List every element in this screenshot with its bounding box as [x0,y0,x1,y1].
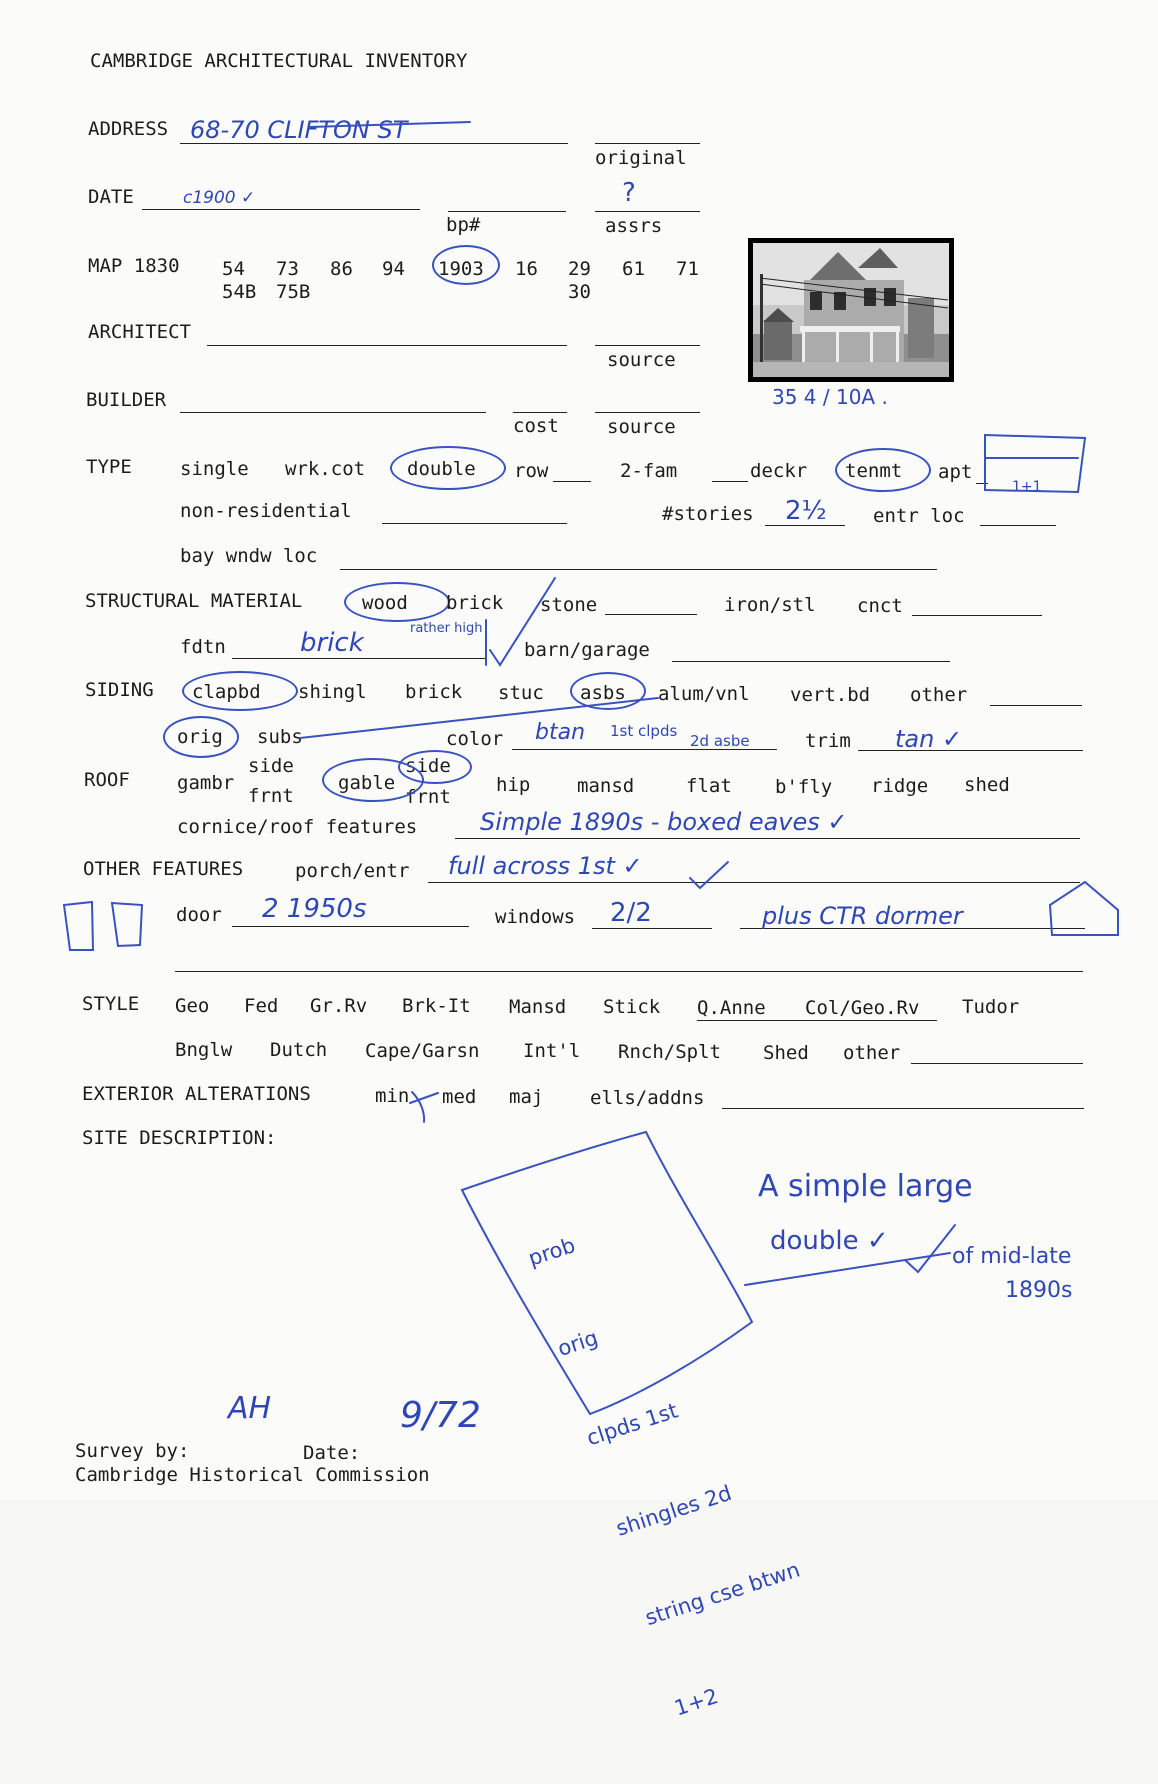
map-year: 54 [222,258,245,280]
barn-line [672,661,950,662]
cornice-value: Simple 1890s - boxed eaves ✓ [480,808,848,836]
site-label: SITE DESCRIPTION: [82,1127,277,1149]
roof-option-bfly: b'fly [775,776,833,798]
windows-value: 2/2 [610,898,652,928]
circle-asbs [570,672,646,710]
building-photo [748,238,954,382]
photo-caption: 35 4 / 10A . [772,385,888,409]
color-note-1: 1st clpds [610,722,678,740]
circle-orig [163,716,239,758]
site-box-line: orig [554,1325,601,1361]
trim-value: tan ✓ [895,725,963,753]
builder-line [180,412,486,413]
map-year: 29 [568,258,591,280]
cnct-line [912,615,1042,616]
porch-value: full across 1st ✓ [448,852,643,880]
roof-option-gambr: gambr [177,772,235,794]
form-title: CAMBRIDGE ARCHITECTURAL INVENTORY [90,50,468,72]
builder-source-label: source [607,416,676,438]
style-option: Shed [763,1042,809,1064]
stories-value: 2½ [785,496,827,526]
circle-double [390,446,506,490]
fdtn-note: rather high [410,621,483,636]
style-label: STYLE [82,993,140,1015]
nonres-line [382,523,567,524]
bp-label: bp# [446,214,481,236]
map-year: 86 [330,258,353,280]
barn-label: barn/garage [524,639,650,661]
type-option-row: row [514,460,549,482]
map-year: 94 [382,258,405,280]
door-value: 2 1950s [262,894,367,924]
map-label: MAP 1830 [88,255,180,277]
structural-option-stone: stone [540,594,598,616]
style-option-other: other [843,1042,901,1064]
site-box-line: clpds 1st [583,1398,681,1451]
style-option: Fed [244,995,279,1017]
type-option-single: single [180,458,249,480]
orig-label: orig [177,726,223,748]
address-value: 68-70 CLIFTON ST [190,116,408,144]
trim-label: trim [805,730,851,752]
fdtn-label: fdtn [180,636,226,658]
other-extra-line [175,971,1083,972]
nonres-label: non-residential [180,500,352,522]
roof-gambr-frnt: frnt [248,785,294,807]
style-option: Gr.Rv [310,995,368,1017]
circle-wood [344,582,450,622]
ells-line [722,1108,1084,1109]
alterations-option-med: med [442,1086,477,1108]
structural-option-brick: brick [446,592,504,614]
style-option-colgeorv: Col/Geo.Rv [805,997,920,1019]
siding-option-shingl: shingl [298,681,367,703]
siding-option-clapbd: clapbd [192,681,261,703]
circle-1903 [432,245,500,285]
style-option: Cape/Garsn [365,1040,480,1062]
builder-label: BUILDER [86,389,167,411]
circle-side [398,750,472,784]
roof-option-ridge: ridge [871,775,929,797]
alterations-option-ells: ells/addns [590,1087,705,1109]
deckr-line [712,481,748,482]
style-option: Int'l [523,1040,581,1062]
style-option: Dutch [270,1039,328,1061]
structural-label: STRUCTURAL MATERIAL [85,590,303,612]
stone-line [605,614,697,615]
date-label: DATE [88,186,134,208]
circle-clapbd [182,671,298,711]
alterations-option-maj: maj [509,1086,544,1108]
date-line [142,209,420,210]
color-value: btan [535,720,586,745]
subs-label: subs [257,726,303,748]
site-box-line: shingles 2d [613,1480,735,1541]
door-line [232,926,469,927]
stories-label: #stories [662,503,754,525]
map-year-circled: 1903 [438,258,484,280]
map-year: 61 [622,258,645,280]
style-option: Bnglw [175,1039,233,1061]
architect-label: ARCHITECT [88,321,191,343]
roof-option-mansd: mansd [577,775,635,797]
bp-line [448,211,566,212]
alterations-option-min: min [375,1085,410,1107]
site-box-line: prob [525,1233,579,1271]
style-underline [697,1020,937,1021]
windows-line [592,928,712,929]
style-option: Geo [175,995,210,1017]
map-year: 54B [222,281,257,303]
siding-option-asbs: asbs [580,682,626,704]
bay-line [340,569,937,570]
original-label: original [595,147,687,169]
roof-option-flat: flat [686,775,732,797]
siding-option-stuc: stuc [498,682,544,704]
site-box-line: 1+2 [671,1683,721,1720]
address-label: ADDRESS [88,118,169,140]
color-note-2: 2d asbe [690,732,750,750]
architect-source-line [595,345,700,346]
bay-label: bay wndw loc [180,545,318,567]
roof-gable-side: side [405,755,451,777]
type-option-apt: apt [938,461,973,483]
porch-line [428,882,1080,883]
type-option-deckr: deckr [750,460,808,482]
cornice-line [455,838,1080,839]
date-survey-value: 9/72 [400,1395,481,1436]
style-option: Rnch/Splt [618,1041,721,1063]
roof-gable-frnt: frnt [405,786,451,808]
siding-label: SIDING [85,679,154,701]
style-option-qanne: Q.Anne [697,997,766,1019]
dormer-value: plus CTR dormer [762,902,963,930]
row-line [553,481,591,482]
site-note-line-1: A simple large [758,1169,973,1204]
siding-option-other: other [910,684,968,706]
style-other-line [911,1063,1083,1064]
roof-option-gable: gable [338,772,396,794]
cost-line [513,412,567,413]
structural-option-wood: wood [362,592,408,614]
survey-value: AH [228,1391,272,1426]
fdtn-line [232,658,486,659]
cost-label: cost [513,415,559,437]
original-value: ? [622,178,636,208]
survey-date-label: Date: [303,1442,361,1464]
style-option: Brk-It [402,995,471,1017]
entr-value: 1+1 [1012,479,1042,495]
map-year: 73 [276,258,299,280]
type-label: TYPE [86,456,132,478]
style-option: Stick [603,996,661,1018]
structural-option-iron: iron/stl [724,594,816,616]
style-option: Mansd [509,996,567,1018]
siding-option-alum: alum/vnl [658,683,750,705]
fdtn-value: brick [300,628,364,658]
type-option-2fam: 2-fam [620,460,678,482]
cornice-label: cornice/roof features [177,816,418,838]
site-note-line-3: of mid-late [952,1244,1072,1269]
apt-line [976,483,988,484]
builder-source-line [595,412,700,413]
alterations-label: EXTERIOR ALTERATIONS [82,1083,311,1105]
map-year: 30 [568,281,591,303]
roof-option-shed: shed [964,774,1010,796]
type-option-tenmt: tenmt [845,460,903,482]
circle-tenmt [835,448,931,492]
other-label: OTHER FEATURES [83,858,244,880]
style-option: Tudor [962,996,1020,1018]
entr-label: entr loc [873,505,965,527]
map-year: 16 [515,258,538,280]
original-line [595,143,700,144]
porch-label: porch/entr [295,860,410,882]
entr-line [980,525,1056,526]
structural-option-cnct: cnct [857,595,903,617]
assrs-label: assrs [605,215,663,237]
windows-label: windows [495,906,576,928]
door-label: door [176,904,222,926]
survey-label: Survey by: [75,1440,190,1462]
site-box-line: string cse btwn [642,1557,803,1631]
siding-option-brick: brick [405,681,463,703]
type-option-wrkcot: wrk.cot [285,458,366,480]
type-option-double: double [407,458,476,480]
assrs-line [595,211,700,212]
site-note-line-2: double ✓ [770,1226,889,1256]
siding-option-vertbd: vert.bd [790,684,871,706]
date-value: c1900 ✓ [183,188,256,208]
roof-option-hip: hip [496,774,531,796]
map-year: 75B [276,281,311,303]
architect-line [207,345,567,346]
siding-other-line [990,705,1082,706]
roof-label: ROOF [84,769,130,791]
commission-name: Cambridge Historical Commission [75,1464,430,1486]
site-note-line-4: 1890s [1005,1278,1073,1303]
trim-line [858,750,1083,751]
architect-source-label: source [607,349,676,371]
map-year: 71 [676,258,699,280]
roof-gambr-side: side [248,755,294,777]
color-label: color [446,728,504,750]
